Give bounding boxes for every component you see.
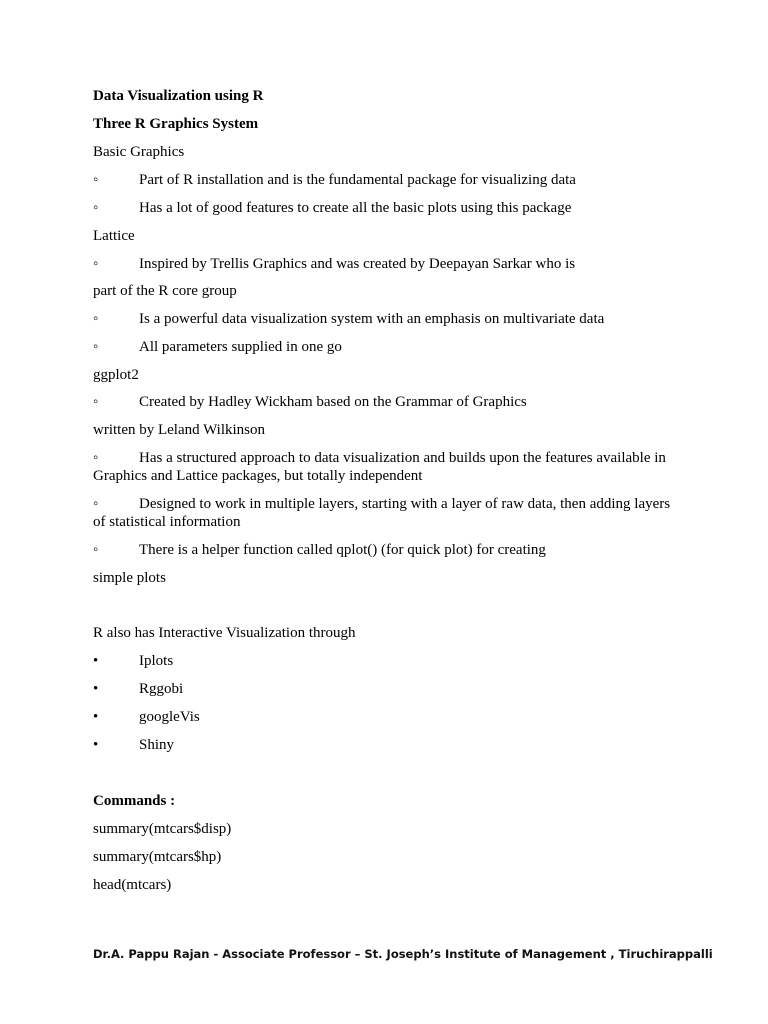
list-item: Has a lot of good features to create all the basic plots using this package <box>139 200 572 216</box>
list-item-continuation: part of the R core group <box>93 283 237 299</box>
bullet-marker: ◦ <box>93 311 99 327</box>
list-item: Has a structured approach to data visualization and builds upon the features available in Graphics and Lattice packages, but totally independent <box>93 450 666 484</box>
list-item: googleVis <box>139 709 200 725</box>
document-title: Data Visualization using R <box>93 88 264 104</box>
section-heading-lattice: Lattice <box>93 228 135 244</box>
list-item: Inspired by Trellis Graphics and was created by Deepayan Sarkar who is <box>139 256 576 272</box>
bullet-marker: • <box>93 737 99 753</box>
list-item-paragraph <box>93 495 683 531</box>
page-footer: Dr.A. Pappu Rajan - Associate Professor – St. Joseph’s Institute of Management , Tiruchirappalli <box>93 947 713 961</box>
list-item: Rggobi <box>139 681 184 697</box>
list-item: Created by Hadley Wickham based on the Grammar of Graphics <box>139 394 527 410</box>
list-item: Iplots <box>139 653 174 669</box>
list-item: There is a helper function called qplot() (for quick plot) for creating <box>139 542 546 558</box>
bullet-marker: ◦ <box>93 200 99 216</box>
list-item-paragraph <box>93 449 683 485</box>
bullet-marker: ◦ <box>93 450 99 466</box>
bullet-marker: ◦ <box>93 394 99 410</box>
bullet-marker: ◦ <box>93 256 99 272</box>
document-subtitle: Three R Graphics System <box>93 116 259 132</box>
list-item: Is a powerful data visualization system with an emphasis on multivariate data <box>139 311 605 327</box>
bullet-marker: ◦ <box>93 339 99 355</box>
list-item: Shiny <box>139 737 175 753</box>
bullet-marker: ◦ <box>93 496 99 512</box>
section-heading-commands: Commands : <box>93 793 176 809</box>
list-item-continuation: written by Leland Wilkinson <box>93 422 266 438</box>
list-item: Part of R installation and is the fundamental package for visualizing data <box>139 172 576 188</box>
command-line: head(mtcars) <box>93 877 172 893</box>
bullet-marker: ◦ <box>93 172 99 188</box>
section-heading-ggplot2: ggplot2 <box>93 367 139 383</box>
section-heading-interactive: R also has Interactive Visualization through <box>93 625 356 641</box>
section-heading-basic-graphics: Basic Graphics <box>93 144 185 160</box>
list-item: Designed to work in multiple layers, starting with a layer of raw data, then adding layers of statistical information <box>93 496 671 530</box>
command-line: summary(mtcars$hp) <box>93 849 222 865</box>
bullet-marker: ◦ <box>93 542 99 558</box>
bullet-marker: • <box>93 653 99 669</box>
command-line: summary(mtcars$disp) <box>93 821 232 837</box>
list-item-continuation: simple plots <box>93 570 166 586</box>
bullet-marker: • <box>93 681 99 697</box>
bullet-marker: • <box>93 709 99 725</box>
list-item: All parameters supplied in one go <box>139 339 342 355</box>
